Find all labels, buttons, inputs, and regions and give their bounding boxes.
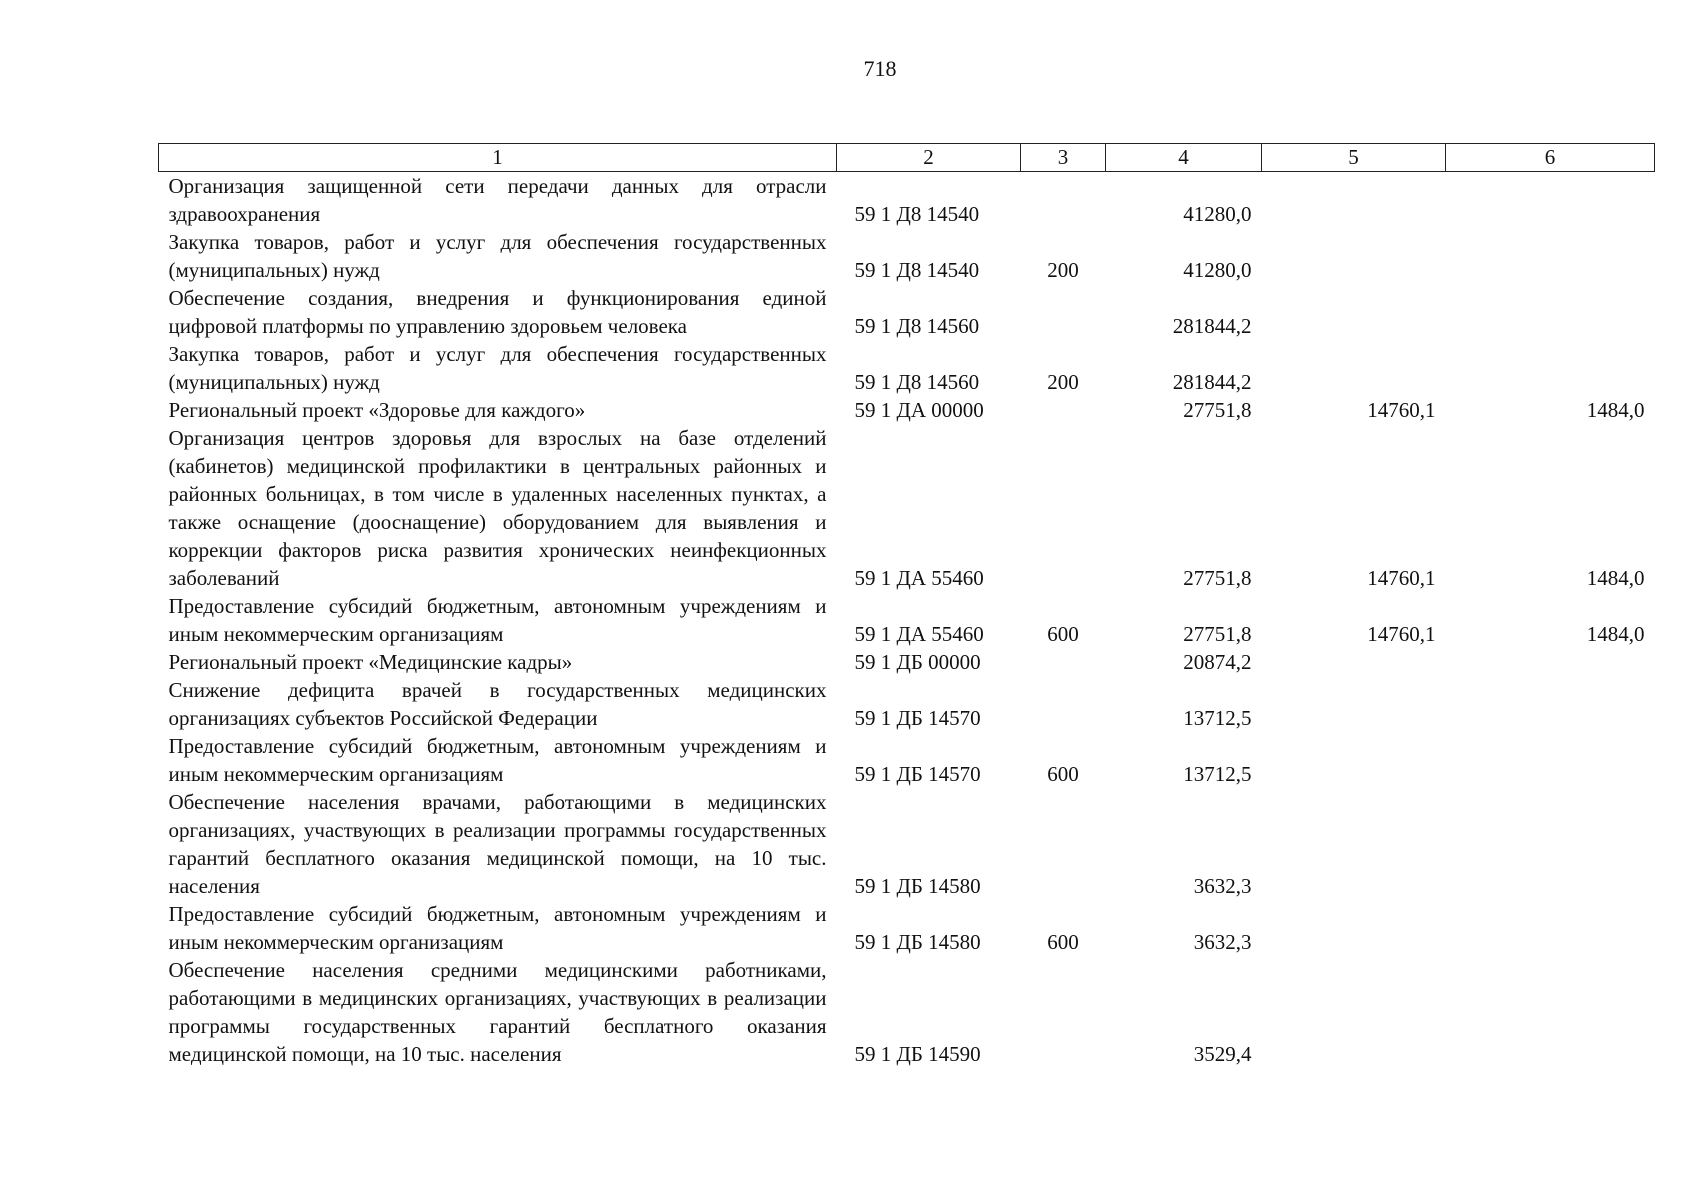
row-sum-col6 — [1446, 788, 1655, 900]
row-sum-col4: 27751,8 — [1183, 566, 1252, 590]
row-sum-col6 — [1446, 732, 1655, 788]
row-sum-col6 — [1446, 956, 1655, 1068]
row-sum-col5 — [1262, 788, 1446, 900]
row-sum-col6: 1484,0 — [1586, 398, 1645, 422]
row-code: 59 1 ДА 55460 — [854, 566, 984, 590]
table-body — [159, 172, 1655, 1069]
row-sum-col4: 41280,0 — [1183, 202, 1252, 226]
table-row — [159, 592, 1655, 648]
row-name: Закупка товаров, работ и услуг для обеспечения государственных (муниципальных) нужд — [168, 342, 827, 394]
table-row — [159, 228, 1655, 284]
row-sum-col4: 27751,8 — [1183, 398, 1252, 422]
table-row — [159, 956, 1655, 1068]
row-expense-type — [1021, 956, 1106, 1068]
row-sum-col4: 3632,3 — [1193, 930, 1252, 954]
row-code: 59 1 Д8 14540 — [854, 258, 980, 282]
row-expense-type — [1021, 648, 1106, 676]
row-sum-col6 — [1446, 172, 1655, 229]
row-code: 59 1 ДА 55460 — [854, 622, 984, 646]
row-name: Организация защищенной сети передачи данных для отрасли здравоохранения — [168, 174, 827, 226]
row-sum-col4: 27751,8 — [1183, 622, 1252, 646]
row-code: 59 1 ДБ 14570 — [854, 762, 981, 786]
row-sum-col4: 20874,2 — [1183, 650, 1252, 674]
row-name: Обеспечение создания, внедрения и функционирования единой цифровой платформы по управлению здоровьем человека — [168, 286, 827, 338]
table-row — [159, 340, 1655, 396]
table-row — [159, 732, 1655, 788]
page-number: 718 — [863, 56, 897, 81]
row-sum-col5: 14760,1 — [1367, 622, 1436, 646]
column-header-4: 4 — [1106, 144, 1262, 172]
row-sum-col6 — [1446, 676, 1655, 732]
row-code: 59 1 ДБ 00000 — [854, 650, 981, 674]
table-row — [159, 676, 1655, 732]
row-expense-type: 600 — [1047, 930, 1079, 954]
row-code: 59 1 ДБ 14580 — [854, 874, 981, 898]
row-sum-col4: 13712,5 — [1183, 762, 1252, 786]
row-code: 59 1 Д8 14560 — [854, 370, 980, 394]
header-row — [159, 144, 1655, 172]
row-sum-col4: 281844,2 — [1172, 314, 1252, 338]
budget-table — [158, 143, 1655, 1068]
row-sum-col6 — [1446, 648, 1655, 676]
row-sum-col5 — [1262, 340, 1446, 396]
row-name: Обеспечение населения средними медицинскими работниками, работающими в медицинских организациях, участвующих в реализации программы государственных гарантий бесплатного оказания медицинской помощи, на 10 тыс. населения — [168, 958, 827, 1066]
row-code: 59 1 ДБ 14570 — [854, 706, 981, 730]
row-sum-col4: 281844,2 — [1172, 370, 1252, 394]
row-sum-col5 — [1262, 956, 1446, 1068]
row-sum-col5: 14760,1 — [1367, 566, 1436, 590]
row-expense-type: 200 — [1047, 370, 1079, 394]
table-row — [159, 284, 1655, 340]
row-expense-type: 600 — [1047, 762, 1079, 786]
column-header-2: 2 — [837, 144, 1021, 172]
row-expense-type — [1021, 396, 1106, 424]
table-row — [159, 788, 1655, 900]
row-name: Обеспечение населения врачами, работающими в медицинских организациях, участвующих в реализации программы государственных гарантий бесплатного оказания медицинской помощи, на 10 тыс. населения — [168, 790, 827, 898]
table-row — [159, 424, 1655, 592]
row-sum-col5 — [1262, 732, 1446, 788]
table-header — [159, 144, 1655, 172]
row-sum-col4: 41280,0 — [1183, 258, 1252, 282]
row-sum-col4: 13712,5 — [1183, 706, 1252, 730]
row-name: Предоставление субсидий бюджетным, автономным учреждениям и иным некоммерческим организациям — [168, 734, 827, 786]
row-sum-col4: 3529,4 — [1193, 1042, 1252, 1066]
row-expense-type: 200 — [1047, 258, 1079, 282]
row-name: Закупка товаров, работ и услуг для обеспечения государственных (муниципальных) нужд — [168, 230, 827, 282]
row-expense-type — [1021, 788, 1106, 900]
table-row — [159, 396, 1655, 424]
row-name: Региональный проект «Здоровье для каждого» — [168, 398, 586, 422]
row-name: Региональный проект «Медицинские кадры» — [168, 650, 573, 674]
column-header-5: 5 — [1262, 144, 1446, 172]
row-code: 59 1 ДБ 14590 — [854, 1042, 981, 1066]
table-row — [159, 172, 1655, 229]
row-code: 59 1 ДА 00000 — [854, 398, 984, 422]
row-sum-col6 — [1446, 340, 1655, 396]
row-sum-col5 — [1262, 228, 1446, 284]
row-expense-type — [1021, 424, 1106, 592]
column-header-3: 3 — [1021, 144, 1106, 172]
column-header-6: 6 — [1446, 144, 1655, 172]
row-sum-col5 — [1262, 900, 1446, 956]
row-sum-col6 — [1446, 900, 1655, 956]
row-name: Предоставление субсидий бюджетным, автономным учреждениям и иным некоммерческим организациям — [168, 902, 827, 954]
row-name: Предоставление субсидий бюджетным, автономным учреждениям и иным некоммерческим организациям — [168, 594, 827, 646]
table-row — [159, 648, 1655, 676]
row-sum-col6 — [1446, 228, 1655, 284]
row-name: Организация центров здоровья для взрослых на базе отделений (кабинетов) медицинской профилактики в центральных районных и районных больницах, в том числе в удаленных населенных пунктах, а также оснащение (дооснащение) оборудованием для выявления и коррекции факторов риска развития хронических неинфекционных заболеваний — [168, 426, 827, 590]
row-sum-col6: 1484,0 — [1586, 566, 1645, 590]
row-code: 59 1 ДБ 14580 — [854, 930, 981, 954]
row-sum-col5 — [1262, 648, 1446, 676]
row-expense-type — [1021, 172, 1106, 229]
row-sum-col6 — [1446, 284, 1655, 340]
row-sum-col6: 1484,0 — [1586, 622, 1645, 646]
row-expense-type: 600 — [1047, 622, 1079, 646]
row-sum-col5: 14760,1 — [1367, 398, 1436, 422]
row-sum-col4: 3632,3 — [1193, 874, 1252, 898]
table-row — [159, 900, 1655, 956]
row-expense-type — [1021, 284, 1106, 340]
row-name: Снижение дефицита врачей в государственных медицинских организациях субъектов Российской Федерации — [168, 678, 827, 730]
row-sum-col5 — [1262, 172, 1446, 229]
row-code: 59 1 Д8 14560 — [854, 314, 980, 338]
row-sum-col5 — [1262, 284, 1446, 340]
row-expense-type — [1021, 676, 1106, 732]
column-header-1: 1 — [159, 144, 837, 172]
row-code: 59 1 Д8 14540 — [854, 202, 980, 226]
row-sum-col5 — [1262, 676, 1446, 732]
